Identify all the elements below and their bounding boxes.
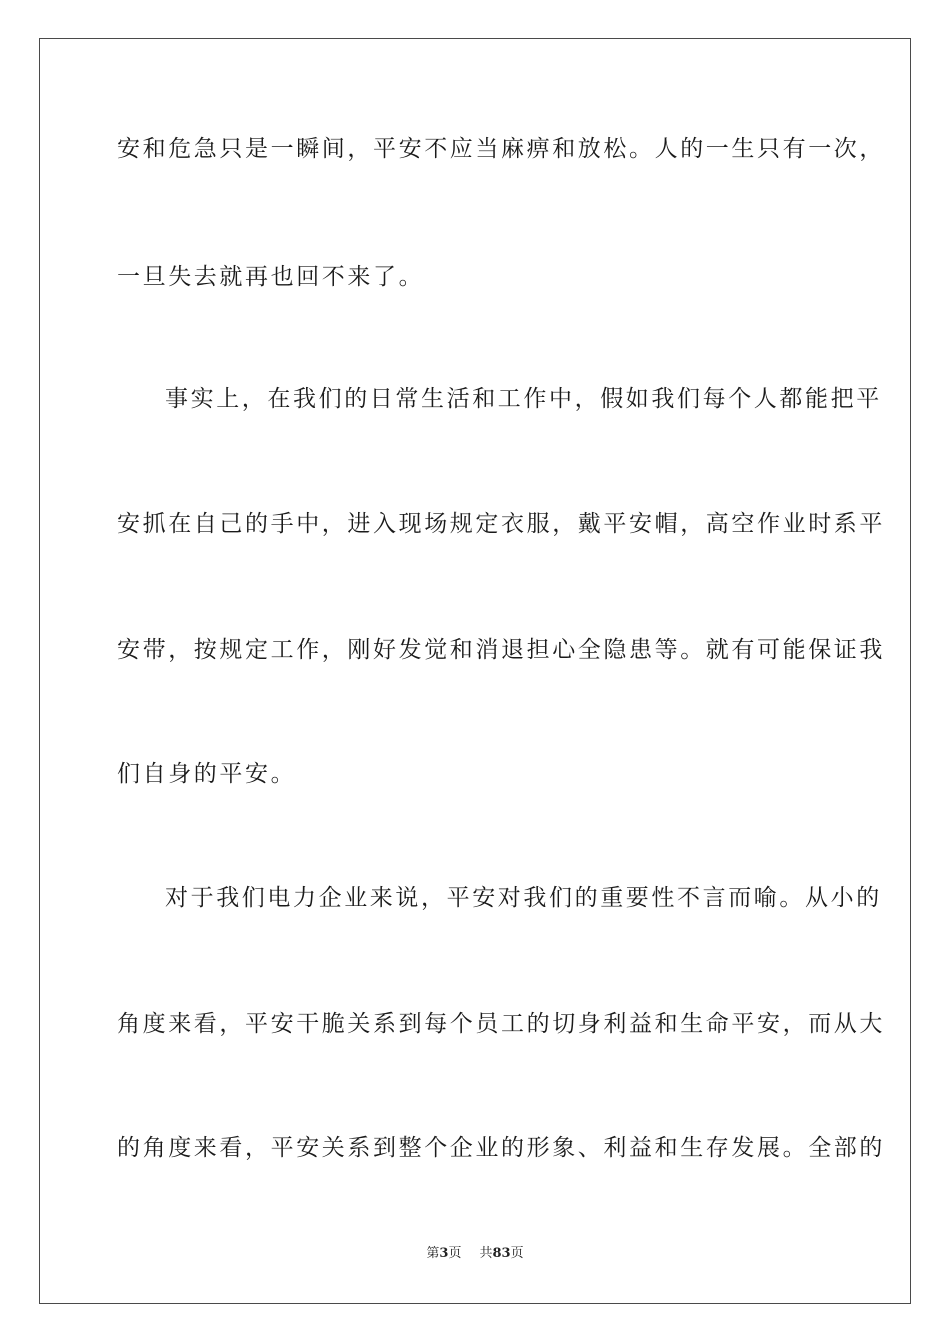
text-line-2: 一旦失去就再也回不来了。 (117, 264, 425, 290)
text-line-9: 的角度来看，平安关系到整个企业的形象、利益和生存发展。全部的 (117, 1135, 885, 1161)
total-prefix: 共 (479, 1246, 493, 1261)
page-number: 3 (439, 1246, 449, 1261)
total-pages: 83 (492, 1246, 511, 1261)
text-line-7: 对于我们电力企业来说，平安对我们的重要性不言而喻。从小的 (165, 885, 882, 911)
page-footer (0, 1245, 950, 1263)
text-line-4: 安抓在自己的手中，进入现场规定衣服，戴平安帽，高空作业时系平 (117, 511, 885, 537)
total-suffix: 页 (510, 1246, 524, 1261)
text-line-3: 事实上，在我们的日常生活和工作中，假如我们每个人都能把平 (165, 386, 882, 412)
page-prefix: 第 (426, 1246, 440, 1261)
text-line-8: 角度来看，平安干脆关系到每个员工的切身利益和生命平安，而从大 (117, 1011, 885, 1037)
text-line-6: 们自身的平安。 (117, 761, 297, 787)
text-line-1: 安和危急只是一瞬间，平安不应当麻痹和放松。人的一生只有一次， (117, 136, 885, 162)
page-border (39, 38, 911, 1304)
page-suffix: 页 (448, 1246, 462, 1261)
text-line-5: 安带，按规定工作，刚好发觉和消退担心全隐患等。就有可能保证我 (117, 637, 885, 663)
